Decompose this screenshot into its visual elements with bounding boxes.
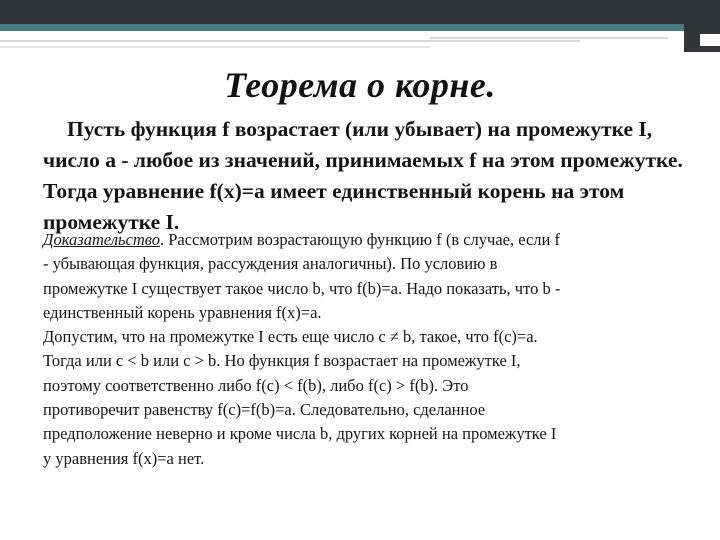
divider-line bbox=[0, 46, 430, 48]
proof-label: Доказательство bbox=[43, 230, 160, 249]
proof-line: противоречит равенству f(с)=f(b)=а. Следовательно, сделанное bbox=[43, 400, 486, 420]
theorem-statement bbox=[43, 114, 693, 238]
proof-first-line-rest: . Рассмотрим возрастающую функцию f (в случае, если f bbox=[159, 230, 560, 249]
accent-bar bbox=[0, 24, 684, 31]
proof-line: Допустим, что на промежутке I есть еще число с ≠ b, такое, что f(с)=а. bbox=[43, 327, 538, 347]
slide-title: Теорема о корне. bbox=[224, 65, 496, 105]
divider-line bbox=[430, 37, 668, 39]
theorem-line: промежутке I, число а - любое из значений, принимаемых bbox=[43, 117, 653, 172]
proof-line: единственный корень уравнения f(x)=а. bbox=[43, 302, 322, 322]
theorem-line: Пусть функция f возрастает (или убывает) на bbox=[67, 117, 511, 141]
theorem-line: единственный корень на этом промежутке I. bbox=[43, 179, 625, 234]
proof-text bbox=[43, 228, 693, 471]
proof-line: Тогда или с < b или с > b. Но функция f возрастает на промежутке I, bbox=[43, 351, 521, 371]
divider-line bbox=[700, 34, 720, 46]
theorem-line: f на этом промежутке. Тогда уравнение f(x)=а имеет bbox=[43, 148, 683, 203]
header-band bbox=[0, 0, 720, 24]
divider-line bbox=[0, 40, 580, 42]
proof-line: - убывающая функция, рассуждения аналогичны). По условию в bbox=[43, 254, 498, 274]
proof-line: поэтому соответственно либо f(с) < f(b), либо f(с) > f(b). Это bbox=[43, 375, 469, 395]
proof-line: предположение неверно и кроме числа b, других корней на промежутке I bbox=[43, 424, 557, 444]
proof-line: промежутке I существует такое число b, что f(b)=а. Надо показать, что b - bbox=[43, 278, 561, 298]
proof-line bbox=[43, 228, 693, 252]
proof-line: у уравнения f(x)=а нет. bbox=[43, 448, 205, 468]
